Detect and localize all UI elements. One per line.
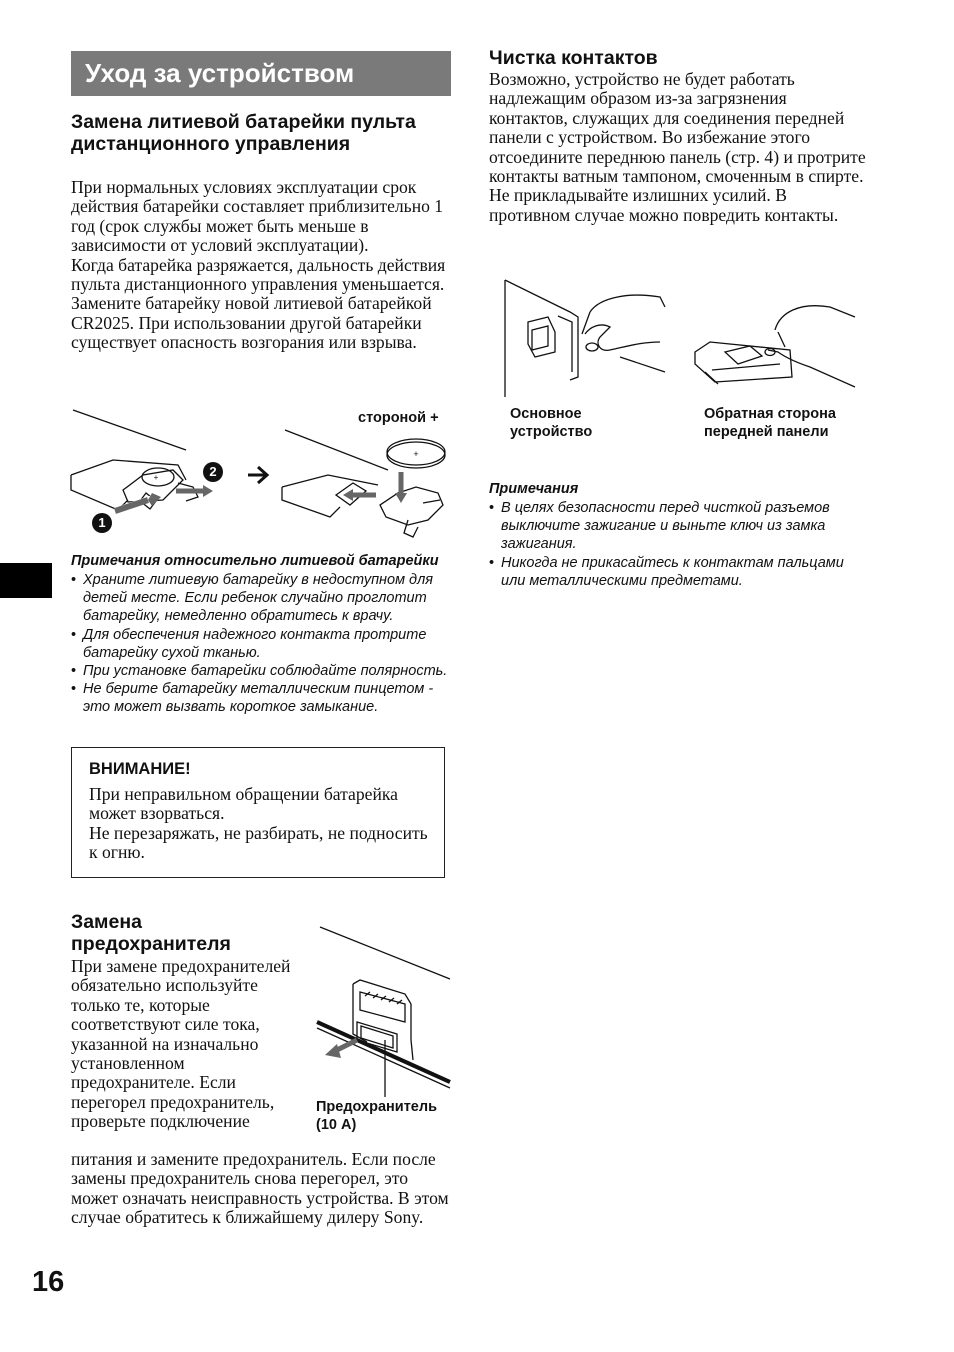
contacts-caption-panel-back: Обратная сторона передней панели — [704, 406, 836, 440]
fuse-heading: Замена предохранителя — [71, 911, 231, 955]
list-item: • Не берите батарейку металлическим пинцетом - это может вызвать короткое замыкание. — [71, 680, 451, 716]
page-number: 16 — [32, 1266, 65, 1298]
warning-body: При неправильном обращении батарейка может взорваться. Не перезаряжать, не разбирать, не подносить к огню. — [89, 784, 428, 863]
step-1-badge: 1 — [92, 513, 112, 533]
warning-title: ВНИМАНИЕ! — [89, 760, 191, 778]
list-item: • Для обеспечения надежного контакта протрите батарейку сухой тканью. — [71, 626, 451, 662]
battery-notes-title: Примечания относительно литиевой батарейки — [71, 553, 439, 569]
fuse-body-wide: питания и замените предохранитель. Если после замены предохранитель снова перегорел, это может означать неисправность устройства. В этом случае обратитесь к ближайшему дилеру Sony. — [71, 1149, 449, 1228]
contacts-notes-list — [489, 499, 869, 590]
fuse-illustration — [315, 922, 455, 1097]
contacts-caption-main-unit: Основное устройство — [510, 406, 593, 440]
list-item: • При установке батарейки соблюдайте полярность. — [71, 662, 451, 680]
fuse-caption: Предохранитель (10 A) — [316, 1099, 437, 1133]
section-tab-marker — [0, 563, 52, 598]
contacts-notes-title: Примечания — [489, 481, 579, 497]
step-2-badge: 2 — [203, 462, 223, 482]
svg-text:+: + — [413, 449, 419, 459]
list-item: • Храните литиевую батарейку в недоступном для детей месте. Если ребенок случайно проглотит батарейку, немедленно обратитесь к врачу. — [71, 571, 451, 626]
battery-body: При нормальных условиях эксплуатации срок действия батарейки составляет приблизительно 1 год (срок службы может быть меньше в зависимости от условий эксплуатации). Когда батарейка разряжается, дальность действия пульта дистанционного управления уменьшается. Замените батарейку новой литиевой батарейкой CR2025. При использовании другой батарейки существует опасность возгорания или взрыва. — [71, 177, 446, 353]
fuse-body-narrow: При замене предохранителей обязательно используйте только те, которые соответствуют силе тока, указанной на изначально установленном предохранителе. Если перегорел предохранитель, проверьте подключение — [71, 956, 291, 1132]
contacts-figure — [500, 272, 860, 402]
warning-box — [71, 747, 445, 878]
list-item: • В целях безопасности перед чисткой разъемов выключите зажигание и выньте ключ из замка зажигания. — [489, 499, 869, 554]
svg-text:+: + — [153, 473, 159, 482]
battery-plus-label: стороной + — [358, 410, 439, 426]
contacts-body: Возможно, устройство не будет работать надлежащим образом из-за загрязнения контактов, служащих для соединения передней панели с устройством. Во избежание этого отсоедините переднюю панель (стр. 4) и протрите контакты ватным тампоном, смоченным в спирте. Не прикладывайте излишних усилий. В противном случае можно повредить контакты. — [489, 69, 866, 225]
page-title: Уход за устройством — [71, 51, 451, 96]
battery-heading: Замена литиевой батарейки пульта дистанционного управления — [71, 111, 416, 155]
battery-notes-list — [71, 571, 451, 717]
contacts-heading: Чистка контактов — [489, 47, 658, 69]
contacts-cleaning-illustration — [500, 272, 860, 402]
list-item: • Никогда не прикасайтесь к контактам пальцами или металлическими предметами. — [489, 554, 869, 590]
fuse-figure — [315, 922, 455, 1097]
